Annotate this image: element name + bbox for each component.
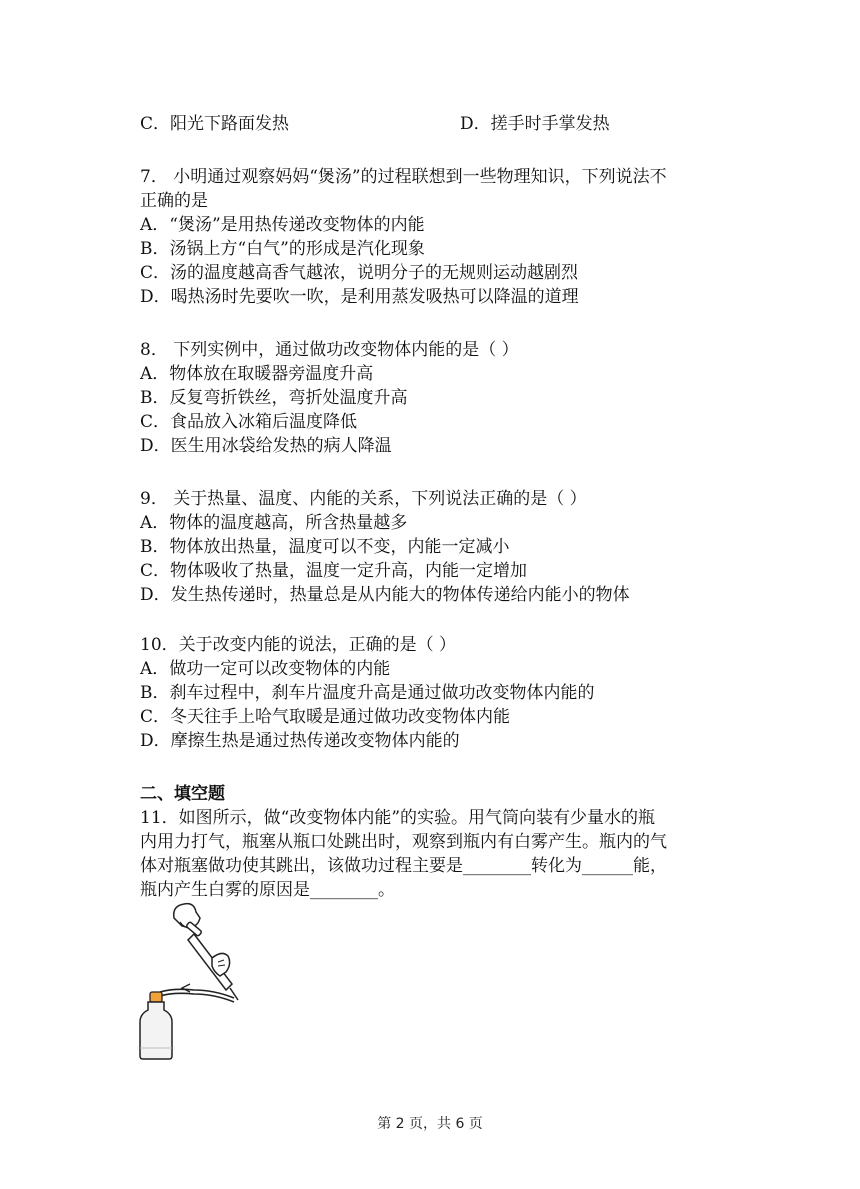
q6-option-c: C．阳光下路面发热 [140,114,290,134]
page-footer: 第 2 页，共 6 页 [377,1116,483,1132]
q11-line1: 11．如图所示，做“改变物体内能”的实验。用气筒向装有少量水的瓶 [140,808,656,828]
q10-stem: 10．关于改变内能的说法，正确的是（ ） [140,635,457,655]
q10-option-a: A．做功一定可以改变物体的内能 [140,659,391,679]
q6-option-d: D．搓手时手掌发热 [460,114,610,134]
q7-option-d: D．喝热汤时先要吹一吹，是利用蒸发吸热可以降温的道理 [140,287,579,307]
q9-option-a: A．物体的温度越高，所含热量越多 [140,513,408,533]
q9-option-b: B．物体放出热量，温度可以不变，内能一定减小 [140,537,510,557]
q9-option-d: D．发生热传递时，热量总是从内能大的物体传递给内能小的物体 [140,585,630,605]
q8-stem: 8． 下列实例中，通过做功改变物体内能的是（ ） [140,340,519,360]
q10-option-b: B．刹车过程中，刹车片温度升高是通过做功改变物体内能的 [140,683,595,703]
q8-option-b: B．反复弯折铁丝，弯折处温度升高 [140,388,408,408]
q11-line2: 内用力打气，瓶塞从瓶口处跳出时，观察到瓶内有白雾产生。瓶内的气 [140,832,667,852]
q10-option-c: C．冬天往手上哈气取暖是通过做功改变物体内能 [140,707,511,727]
q9-stem: 9． 关于热量、温度、内能的关系，下列说法正确的是（ ） [140,489,587,509]
q8-option-c: C．食品放入冰箱后温度降低 [140,412,358,432]
q7-option-c: C．汤的温度越高香气越浓，说明分子的无规则运动越剧烈 [140,263,579,283]
q7-option-b: B．汤锅上方“白气”的形成是汽化现象 [140,239,425,259]
q7-option-a: A．“煲汤”是用热传递改变物体的内能 [140,215,425,235]
q8-option-a: A．物体放在取暖器旁温度升高 [140,364,374,384]
q11-line4: 瓶内产生白雾的原因是________。 [140,880,395,900]
q7-stem-line1: 7． 小明通过观察妈妈“煲汤”的过程联想到一些物理知识，下列说法不 [140,167,667,187]
pump-bottle-figure [134,898,249,1060]
q11-line3: 体对瓶塞做功使其跳出，该做功过程主要是________转化为______能， [140,856,667,876]
q7-stem-line2: 正确的是 [140,191,208,211]
section-title-fill-in: 二、填空题 [140,784,225,804]
q8-option-d: D．医生用冰袋给发热的病人降温 [140,436,392,456]
q9-option-c: C．物体吸收了热量，温度一定升高，内能一定增加 [140,561,528,581]
q10-option-d: D．摩擦生热是通过热传递改变物体内能的 [140,731,460,751]
